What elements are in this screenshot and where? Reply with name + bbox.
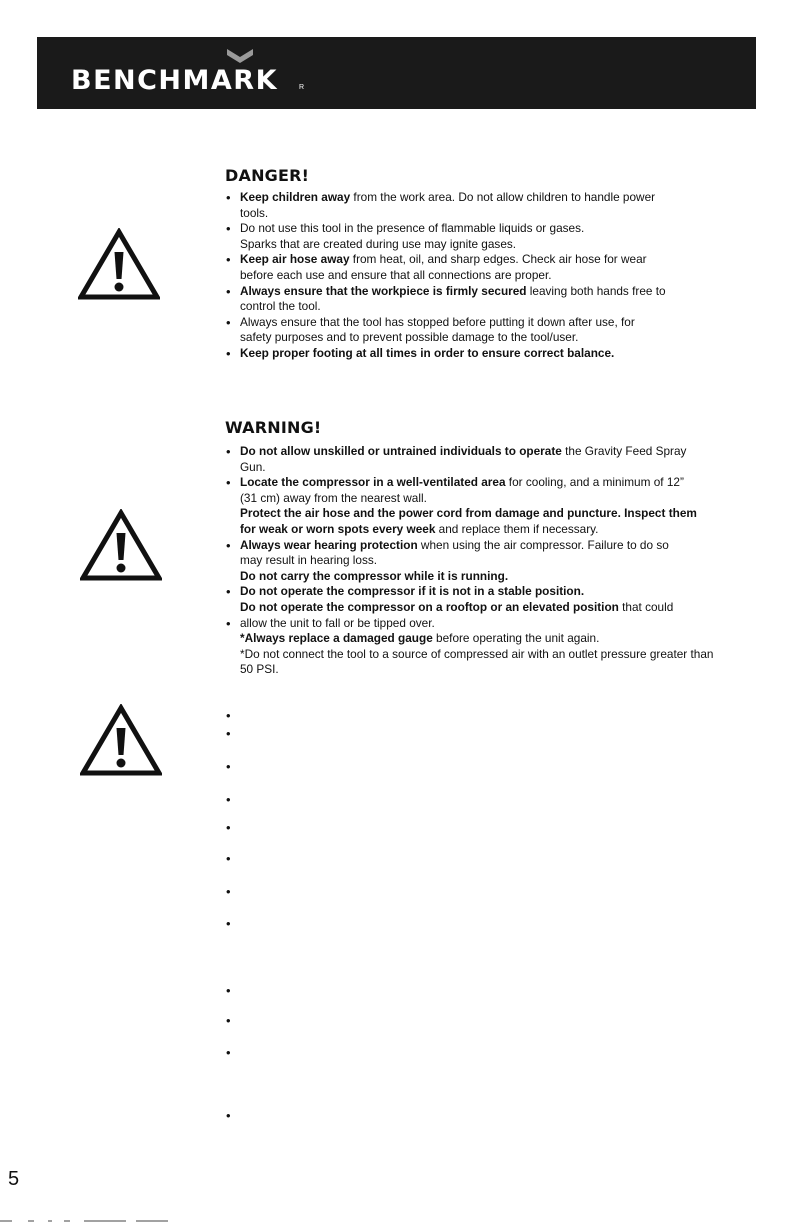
- warning-line-text: for cooling, and a minimum of 12”: [505, 475, 684, 490]
- warning-line-text: when using the air compressor. Failure to do so: [417, 537, 669, 552]
- warning-line: [226, 631, 713, 647]
- warning-line: [226, 506, 713, 522]
- danger-line-text: Always ensure that the tool has stopped before putting it down after use, for: [240, 314, 635, 329]
- warning-list: [226, 444, 713, 678]
- warning-line: [226, 569, 713, 585]
- chevron-logo-icon: [227, 49, 253, 65]
- warning-line-emphasis: Do not allow unskilled or untrained individuals to operate: [240, 444, 562, 458]
- warning-line: [226, 538, 713, 554]
- danger-line-text: safety purposes and to prevent possible damage to the tool/user.: [240, 330, 579, 345]
- bullet-icon: •: [226, 1045, 231, 1060]
- warning-line: [226, 460, 713, 476]
- caution-triangle-icon: [80, 704, 162, 776]
- danger-line: [226, 346, 666, 362]
- bullet-icon: •: [226, 851, 231, 866]
- bullet-icon: •: [226, 615, 231, 631]
- registered-mark: R: [299, 84, 305, 91]
- danger-line: [226, 206, 666, 222]
- danger-line-text: tools.: [240, 205, 269, 220]
- warning-line-text: 50 PSI.: [240, 662, 279, 677]
- danger-line-text: Sparks that are created during use may ignite gases.: [240, 236, 517, 251]
- page-number: 5: [8, 1168, 20, 1190]
- danger-line: [226, 190, 666, 206]
- bullet-icon: •: [226, 726, 231, 741]
- danger-line-text: from heat, oil, and sharp edges. Check air hose for wear: [349, 252, 647, 267]
- warning-line: [226, 475, 713, 491]
- warning-line-emphasis: Always wear hearing protection: [240, 537, 418, 552]
- warning-line-text: may result in hearing loss.: [240, 553, 378, 568]
- warning-line-emphasis: Locate the compressor in a well-ventilated area: [240, 475, 506, 490]
- danger-line: [226, 284, 666, 300]
- danger-line-text: control the tool.: [240, 299, 321, 314]
- danger-line: [226, 299, 666, 315]
- danger-line: [226, 268, 666, 284]
- bullet-icon: •: [226, 884, 231, 899]
- bullet-icon: •: [226, 916, 231, 931]
- warning-line: [226, 584, 713, 600]
- warning-line: [226, 600, 713, 616]
- danger-line: [226, 252, 666, 268]
- brand-header: [37, 37, 756, 109]
- bullet-icon: •: [226, 537, 231, 553]
- danger-line-emphasis: Keep children away: [240, 190, 351, 204]
- warning-line-text: Gun.: [240, 459, 266, 474]
- danger-list: [226, 190, 666, 362]
- warning-line-emphasis: for weak or worn spots every week: [240, 521, 436, 536]
- danger-line-text: Do not use this tool in the presence of flammable liquids or gases.: [240, 221, 585, 236]
- danger-line-text: leaving both hands free to: [526, 283, 666, 298]
- danger-warning-triangle-icon: [78, 228, 160, 300]
- bullet-icon: •: [226, 1108, 231, 1123]
- bullet-icon: •: [226, 475, 231, 491]
- bullet-icon: •: [226, 759, 231, 774]
- crop-marks: [0, 1218, 793, 1225]
- danger-line: [226, 221, 666, 237]
- bullet-icon: •: [226, 221, 231, 237]
- brand-wordmark: BENCHMARK: [71, 65, 279, 96]
- warning-line-text: (31 cm) away from the nearest wall.: [240, 490, 427, 505]
- warning-line-text: allow the unit to fall or be tipped over.: [240, 615, 435, 630]
- bullet-icon: •: [226, 983, 231, 998]
- bullet-icon: •: [226, 283, 231, 299]
- bullet-icon: •: [226, 252, 231, 268]
- bullet-icon: •: [226, 314, 231, 330]
- bullet-icon: •: [226, 1013, 231, 1028]
- danger-line: [226, 237, 666, 253]
- warning-line: [226, 491, 713, 507]
- danger-line-emphasis: Keep proper footing at all times in order to ensure correct balance.: [240, 345, 615, 360]
- warning-line: [226, 444, 713, 460]
- danger-line-emphasis: Always ensure that the workpiece is firmly secured: [240, 283, 527, 298]
- danger-line-text: before each use and ensure that all connections are proper.: [240, 267, 552, 282]
- warning-line-text: and replace them if necessary.: [435, 521, 599, 536]
- danger-line: [226, 330, 666, 346]
- warning-triangle-icon: [80, 509, 162, 581]
- danger-line-emphasis: Keep air hose away: [240, 252, 350, 267]
- warning-line: [226, 616, 713, 632]
- warning-line: [226, 553, 713, 569]
- warning-line-text: before operating the unit again.: [432, 631, 600, 646]
- warning-line-text: the Gravity Feed Spray: [561, 444, 687, 458]
- danger-title: DANGER!: [225, 166, 310, 185]
- warning-title: WARNING!: [225, 418, 322, 437]
- bullet-icon: •: [226, 345, 231, 361]
- warning-line-emphasis: Do not operate the compressor on a rooftop or an elevated position: [240, 599, 619, 614]
- warning-line: [226, 662, 713, 678]
- bullet-icon: •: [226, 584, 231, 600]
- warning-line-emphasis: Do not operate the compressor if it is not in a stable position.: [240, 584, 585, 599]
- warning-line-emphasis: Do not carry the compressor while it is running.: [240, 568, 509, 583]
- bullet-icon: •: [226, 190, 231, 205]
- warning-line-emphasis: Protect the air hose and the power cord from damage and puncture. Inspect them: [240, 506, 697, 521]
- warning-line: [226, 647, 713, 663]
- warning-line: [226, 522, 713, 538]
- warning-line-text: that could: [618, 599, 674, 614]
- warning-line-text: *Do not connect the tool to a source of compressed air with an outlet pressure greater than: [240, 646, 714, 661]
- danger-line-text: from the work area. Do not allow children to handle power: [350, 190, 656, 204]
- bullet-icon: •: [226, 792, 231, 807]
- bullet-icon: •: [226, 820, 231, 835]
- bullet-icon: •: [226, 708, 231, 723]
- danger-line: [226, 315, 666, 331]
- bullet-icon: •: [226, 444, 231, 459]
- warning-line-emphasis: *Always replace a damaged gauge: [240, 631, 433, 646]
